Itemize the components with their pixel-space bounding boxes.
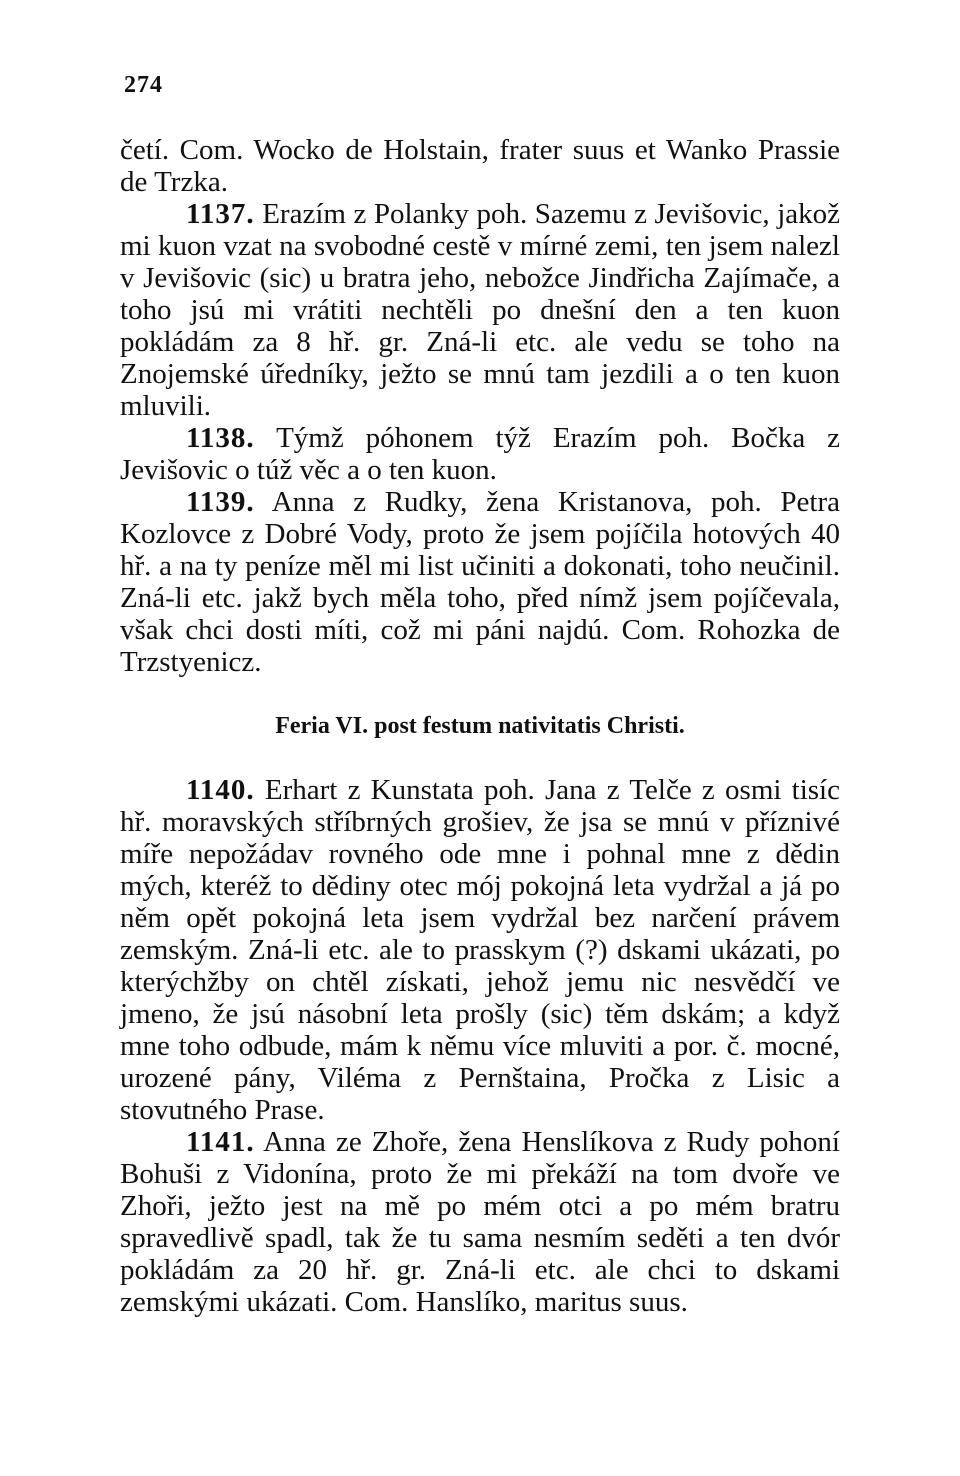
section-heading: Feria VI. post festum nativitatis Christi. (275, 713, 685, 739)
entry-text: Erhart z Kunstata poh. Jana z Telče z osmi tisíc hř. moravských stříbrných grošiev, že jsa se mnú v příznivé míře nepožádav rovného ode mne i pohnal mne z dědin mých, kteréž to dědiny otec mój pokojná leta vydržal a já po něm opět pokojná leta jsem vydržal bez narčení právem zemským. Zná-li etc. ale to prasskym (?) dskami ukázati, po kterýchžby on chtěl získati, jehož jemu nic nesvědčí ve jmeno, že jsú násobní leta prošly (sic) těm dskám; a když mne toho odbude, mám k němu více mluviti a por. č. mocné, urozené pány, Viléma z Pernštaina, Pročka z Lisic a stovutného Prase. (120, 774, 840, 1126)
entry-number: 1137. (186, 198, 255, 230)
page-number: 274 (124, 72, 163, 98)
entry-1138 (120, 422, 840, 486)
entry-text: Erazím z Polanky poh. Sazemu z Jevišovic, jakož mi kuon vzat na svobodné cestě v mírné zemi, ten jsem nalezl v Jevišovic (sic) u bratra jeho, nebožce Jindřicha Zajímače, a toho jsú mi vrátiti nechtěli po dnešní den a ten kuon pokládám za 8 hř. gr. Zná-li etc. ale vedu se toho na Znojemské úředníky, ježto se mnú tam jezdili a o ten kuon mluvili. (120, 198, 841, 422)
entry-number: 1138. (186, 422, 255, 454)
entry-text: Anna ze Zhoře, žena Henslíkova z Rudy pohoní Bohuši z Vidonína, proto že mi překáží na tom dvoře ve Zhoři, ježto jest na mě po mém otci a po mém bratru spravedlivě spadl, tak že tu sama nesmím seděti a ten dvór pokládám za 20 hř. gr. Zná-li etc. ale chci to dskami zemskými ukázati. Com. Hanslíko, maritus suus. (120, 1126, 840, 1318)
entry-1140 (120, 774, 840, 1126)
entry-number: 1140. (186, 774, 255, 806)
entry-text: Týmž póhonem týž Erazím poh. Bočka z Jevišovic o túž věc a o ten kuon. (120, 422, 841, 486)
document-body (120, 134, 840, 1318)
paragraph-continuation (120, 134, 840, 198)
entry-number: 1141. (186, 1126, 255, 1158)
entry-1139 (120, 486, 840, 678)
entry-number: 1139. (186, 486, 255, 518)
entry-1137 (120, 198, 840, 422)
entry-text: Anna z Rudky, žena Kristanova, poh. Petra Kozlovce z Dobré Vody, proto že jsem pojíčila hotových 40 hř. a na ty peníze měl mi list učiniti a dokonati, toho neučinil. Zná-li etc. jakž bych měla toho, před nímž jsem pojíčevala, však chci dosti míti, což mi páni najdú. Com. Rohozka de Trzstyenicz. (120, 486, 840, 678)
paragraph-text: četí. Com. Wocko de Holstain, frater suus et Wanko Prassie de Trzka. (120, 134, 840, 198)
entry-1141 (120, 1126, 840, 1318)
